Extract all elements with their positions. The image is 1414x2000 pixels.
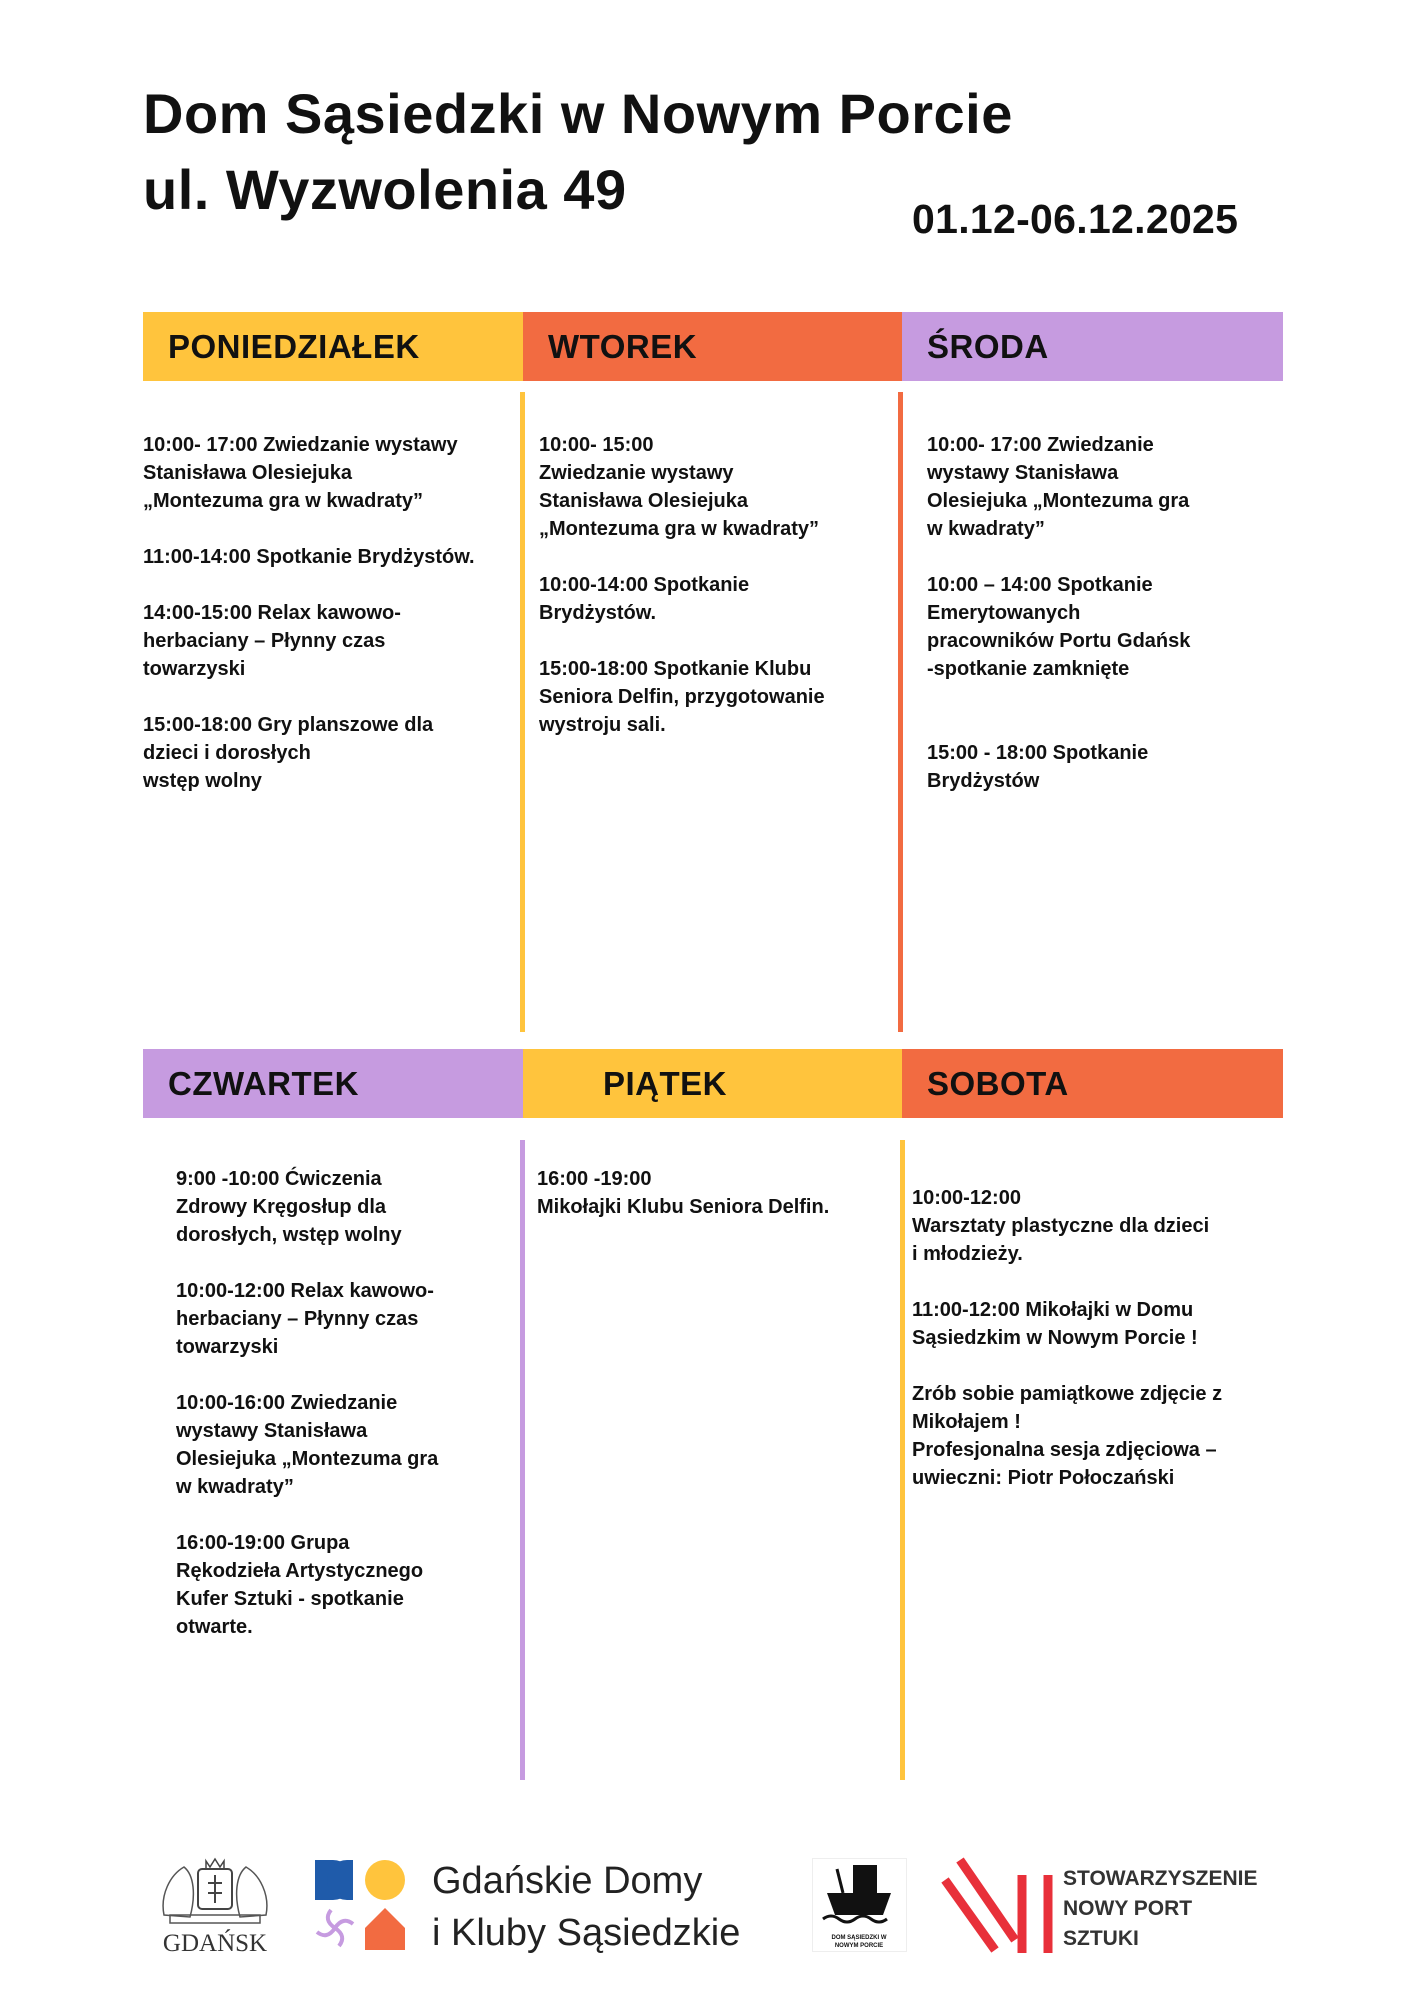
- nowy-port-sztuki-text: [1063, 1864, 1257, 1954]
- title-line-address: ul. Wyzwolenia 49: [143, 158, 627, 221]
- wednesday-events: [927, 431, 1267, 823]
- event: 14:00-15:00 Relax kawowo- herbaciany – Płynny czas towarzyski: [143, 602, 401, 680]
- event: 15:00-18:00 Gry planszowe dla dzieci i dorosłych wstęp wolny: [143, 714, 434, 792]
- event: 10:00 – 14:00 Spotkanie Emerytowanych pracowników Portu Gdańsk -spotkanie zamknięte: [927, 574, 1191, 680]
- gdiks-line2: i Kluby Sąsiedzkie: [432, 1912, 741, 1954]
- event: 9:00 -10:00 Ćwiczenia Zdrowy Kręgosłup dla dorosłych, wstęp wolny: [176, 1168, 402, 1246]
- event: 16:00 -19:00 Mikołajki Klubu Seniora Delfin.: [537, 1168, 830, 1218]
- dom-sasiedzki-logo: [812, 1858, 907, 1952]
- event: 15:00 - 18:00 Spotkanie Brydżystów: [927, 742, 1149, 792]
- column-divider: [520, 392, 525, 1032]
- page-title: [143, 76, 1013, 228]
- dom-logo-text: DOM SĄSIEDZKI W NOWYM PORCIE: [831, 1935, 887, 1949]
- gdiks-logo-mark: [315, 1858, 410, 1953]
- title-line-venue: Dom Sąsiedzki w Nowym Porcie: [143, 82, 1013, 145]
- gdiks-shapes-icon: [315, 1858, 410, 1953]
- day-header-monday: PONIEDZIAŁEK: [143, 312, 523, 381]
- day-header-wednesday: ŚRODA: [902, 312, 1283, 381]
- monday-events: [143, 431, 518, 823]
- day-header-friday: PIĄTEK: [523, 1049, 902, 1118]
- day-header-tuesday: WTOREK: [523, 312, 902, 381]
- event: 10:00- 15:00 Zwiedzanie wystawy Stanisława Olesiejuka „Montezuma gra w kwadraty”: [539, 434, 820, 540]
- gdansk-logo-text: GDAŃSK: [162, 1930, 268, 1957]
- nowy-port-sztuki-logo: [940, 1855, 1060, 1955]
- event: 10:00-16:00 Zwiedzanie wystawy Stanisława Olesiejuka „Montezuma gra w kwadraty”: [176, 1392, 439, 1498]
- event: 10:00-12:00 Warsztaty plastyczne dla dzieci i młodzieży.: [912, 1187, 1210, 1265]
- date-range: 01.12-06.12.2025: [912, 196, 1239, 242]
- day-header-thursday: CZWARTEK: [143, 1049, 523, 1118]
- day-header-saturday: SOBOTA: [902, 1049, 1283, 1118]
- event: 10:00-14:00 Spotkanie Brydżystów.: [539, 574, 750, 624]
- stow-line2: NOWY PORT: [1063, 1897, 1193, 1920]
- event: Profesjonalna sesja zdjęciowa – uwieczni: Piotr Połoczański: [912, 1439, 1217, 1489]
- npsz-red-lines-icon: [940, 1855, 1060, 1955]
- friday-events: [537, 1165, 897, 1249]
- event: 10:00-12:00 Relax kawowo- herbaciany – Płynny czas towarzyski: [176, 1280, 434, 1358]
- event: Zrób sobie pamiątkowe zdjęcie z Mikołajem !: [912, 1383, 1223, 1433]
- thursday-events: [176, 1165, 516, 1669]
- event: 15:00-18:00 Spotkanie Klubu Seniora Delfin, przygotowanie wystroju sali.: [539, 658, 825, 736]
- ship-building-icon: [813, 1859, 906, 1929]
- event: 16:00-19:00 Grupa Rękodzieła Artystycznego Kufer Sztuki - spotkanie otwarte.: [176, 1532, 424, 1638]
- event: 10:00- 17:00 Zwiedzanie wystawy Stanisława Olesiejuka „Montezuma gra w kwadraty”: [927, 434, 1190, 540]
- column-divider: [520, 1140, 525, 1780]
- stow-line3: SZTUKI: [1063, 1927, 1139, 1950]
- gdansk-crest-icon: [150, 1855, 280, 1925]
- tuesday-events: [539, 431, 899, 767]
- gdiks-logo-text: [432, 1855, 740, 1959]
- event: 11:00-12:00 Mikołajki w Domu Sąsiedzkim w Nowym Porcie !: [912, 1299, 1198, 1349]
- saturday-events: [912, 1184, 1282, 1520]
- column-divider: [900, 1140, 905, 1780]
- event: 11:00-14:00 Spotkanie Brydżystów.: [143, 546, 475, 568]
- event: 10:00- 17:00 Zwiedzanie wystawy Stanisława Olesiejuka „Montezuma gra w kwadraty”: [143, 434, 458, 512]
- gdiks-line1: Gdańskie Domy: [432, 1860, 703, 1902]
- stow-line1: STOWARZYSZENIE: [1063, 1867, 1258, 1890]
- gdansk-logo: [150, 1855, 280, 1955]
